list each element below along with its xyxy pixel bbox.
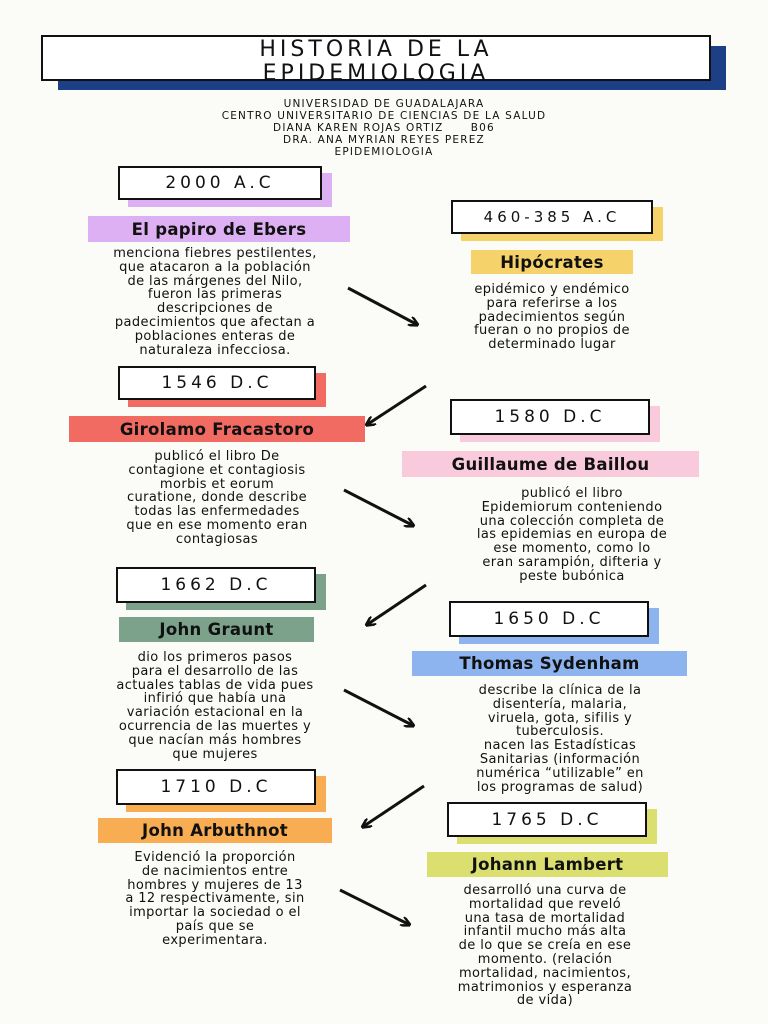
- desc-arbuthnot: Evidenció la proporción de nacimientos entre hombres y mujeres de 13 a 12 respectivamente, sin importar la sociedad o el país que se experimentara.: [125, 850, 305, 948]
- name-fracastoro: Girolamo Fracastoro: [69, 416, 365, 442]
- name-graunt: John Graunt: [119, 617, 314, 642]
- date-hipocrates: 460-385 A.C: [451, 200, 653, 234]
- name-sydenham: Thomas Sydenham: [412, 651, 687, 676]
- date-graunt: 1662 D.C: [116, 567, 316, 603]
- date-ebers: 2000 A.C: [118, 166, 322, 200]
- name-baillou: Guillaume de Baillou: [402, 451, 699, 477]
- desc-fracastoro: publicó el libro De contagione et contagiosis morbis et eorum curatione, donde describe todas las enfermedades que en ese momento eran contagiosas: [126, 449, 308, 547]
- arrow-fracastoro-to-baillou: [344, 490, 412, 525]
- date-arbuthnot: 1710 D.C: [116, 769, 316, 805]
- arrow-ebers-to-hipocrates: [348, 288, 416, 324]
- desc-lambert: desarrolló una curva de mortalidad que reveló una tasa de mortalidad infantil mucho más alta de lo que se creía en ese momento. (relación mortalidad, nacimientos, matrimonios y esperanza de vida): [457, 883, 633, 1009]
- arrow-hipocrates-to-fracastoro: [368, 386, 426, 424]
- desc-graunt: dio los primeros pasos para el desarrollo de las actuales tablas de vida pues infirió que había una variación estacional en la ocurrencia de las muertes y que nacían más hombres que mujeres: [116, 650, 314, 762]
- date-lambert: 1765 D.C: [447, 802, 647, 837]
- desc-sydenham: describe la clínica de la disentería, malaria, viruela, gota, sifilis y tuberculosis. nacen las Estadísticas Sanitarias (información numérica “utilizable” en los programas de salud): [476, 683, 644, 795]
- name-lambert: Johann Lambert: [427, 852, 668, 877]
- center: CENTRO UNIVERSITARIO DE CIENCIAS DE LA SALUD: [221, 110, 547, 122]
- university: UNIVERSIDAD DE GUADALAJARA: [283, 98, 485, 110]
- arrow-baillou-to-graunt: [368, 585, 426, 624]
- title-line-2: EPIDEMIOLOGIA: [262, 61, 490, 86]
- desc-hipocrates: epidémico y endémico para referirse a los padecimientos según fueran o no propios de determinado lugar: [474, 282, 630, 353]
- desc-ebers: menciona fiebres pestilentes, que atacaron a la población de las márgenes del Nilo, fueron las primeras descripciones de padecimientos que afectan a poblaciones enteras de naturaleza infecciosa.: [113, 246, 317, 358]
- name-ebers: El papiro de Ebers: [88, 216, 350, 242]
- name-hipocrates: Hipócrates: [471, 250, 633, 274]
- arrow-arbuthnot-to-lambert: [340, 890, 408, 924]
- date-baillou: 1580 D.C: [450, 399, 650, 435]
- professor: DRA. ANA MYRIAN REYES PEREZ: [283, 134, 485, 146]
- date-fracastoro: 1546 D.C: [118, 366, 316, 400]
- arrow-graunt-to-sydenham: [344, 690, 412, 725]
- date-sydenham: 1650 D.C: [449, 601, 649, 637]
- name-arbuthnot: John Arbuthnot: [98, 818, 332, 843]
- title-line-1: HISTORIA DE LA: [259, 37, 493, 62]
- student: DIANA KAREN ROJAS ORTIZ B06: [273, 122, 495, 134]
- arrow-sydenham-to-arbuthnot: [364, 786, 424, 826]
- desc-baillou: publicó el libro Epidemiorum conteniendo una colección completa de las epidemias en europa de ese momento, como lo eran sarampión, difteria y peste bubónica: [476, 486, 668, 584]
- course: EPIDEMIOLOGIA: [334, 146, 434, 158]
